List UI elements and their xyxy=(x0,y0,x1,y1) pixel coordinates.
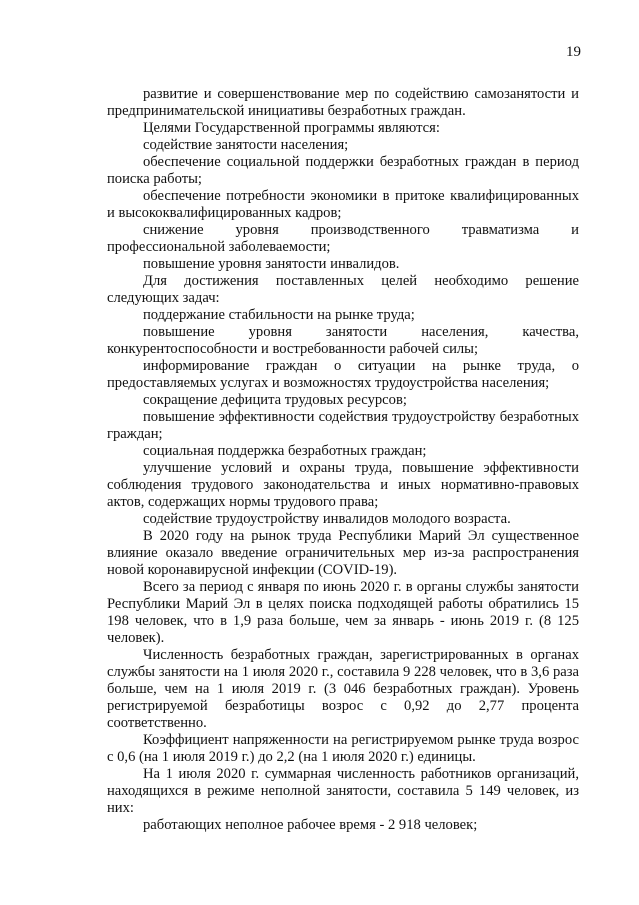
list-item: обеспечение потребности экономики в притоке квалифицированных и высококвалифицированных кадров; xyxy=(107,188,579,221)
list-item: работающих неполное рабочее время - 2 918 человек; xyxy=(143,817,478,833)
list-item: поддержание стабильности на рынке труда; xyxy=(143,307,415,323)
paragraph: развитие и совершенствование мер по содействию самозанятости и предпринимательской инициативы безработных граждан. xyxy=(107,86,579,119)
list-item: снижение уровня производственного травматизма и профессиональной заболеваемости; xyxy=(107,222,579,255)
page-number: 19 xyxy=(566,44,581,60)
list-item: улучшение условий и охраны труда, повышение эффективности соблюдения трудового законодательства и иных нормативно-правовых актов, содержащих нормы трудового права; xyxy=(107,460,579,510)
list-item: повышение уровня занятости населения, качества, конкурентоспособности и востребованности рабочей силы; xyxy=(107,324,579,357)
paragraph: На 1 июля 2020 г. суммарная численность работников организаций, находящихся в режиме неполной занятости, составила 5 149 человек, из них: xyxy=(107,766,579,816)
list-item: повышение эффективности содействия трудоустройству безработных граждан; xyxy=(107,409,579,442)
list-item: обеспечение социальной поддержки безработных граждан в период поиска работы; xyxy=(107,154,579,187)
paragraph: Всего за период с января по июнь 2020 г. в органы службы занятости Республики Марий Эл в целях поиска подходящей работы обратились 15 198 человек, что в 1,9 раза больше, чем за январь - июнь 2019 г. (8 125 человек). xyxy=(107,579,579,646)
list-item: содействие трудоустройству инвалидов молодого возраста. xyxy=(143,511,511,527)
paragraph: Коэффициент напряженности на регистрируемом рынке труда возрос с 0,6 (на 1 июля 2019 г.) до 2,2 (на 1 июля 2020 г.) единицы. xyxy=(107,732,579,765)
list-item: социальная поддержка безработных граждан; xyxy=(143,443,427,459)
list-item: сокращение дефицита трудовых ресурсов; xyxy=(143,392,407,408)
paragraph: Для достижения поставленных целей необходимо решение следующих задач: xyxy=(107,273,579,306)
body-text xyxy=(107,86,579,834)
paragraph: Численность безработных граждан, зарегистрированных в органах службы занятости на 1 июля 2020 г., составила 9 228 человек, что в 3,6 раза больше, чем на 1 июля 2019 г. (3 046 безработных граждан). Уровень регистрируемой безработицы возрос с 0,92 до 2,77 процента соответственно. xyxy=(107,647,579,731)
list-item: повышение уровня занятости инвалидов. xyxy=(143,256,400,272)
list-item: содействие занятости населения; xyxy=(143,137,349,153)
paragraph: Целями Государственной программы являются: xyxy=(143,120,440,136)
paragraph: В 2020 году на рынок труда Республики Марий Эл существенное влияние оказало введение ограничительных мер из-за распространения новой коронавирусной инфекции (COVID-19). xyxy=(107,528,579,578)
list-item: информирование граждан о ситуации на рынке труда, о предоставляемых услугах и возможностях трудоустройства населения; xyxy=(107,358,579,391)
